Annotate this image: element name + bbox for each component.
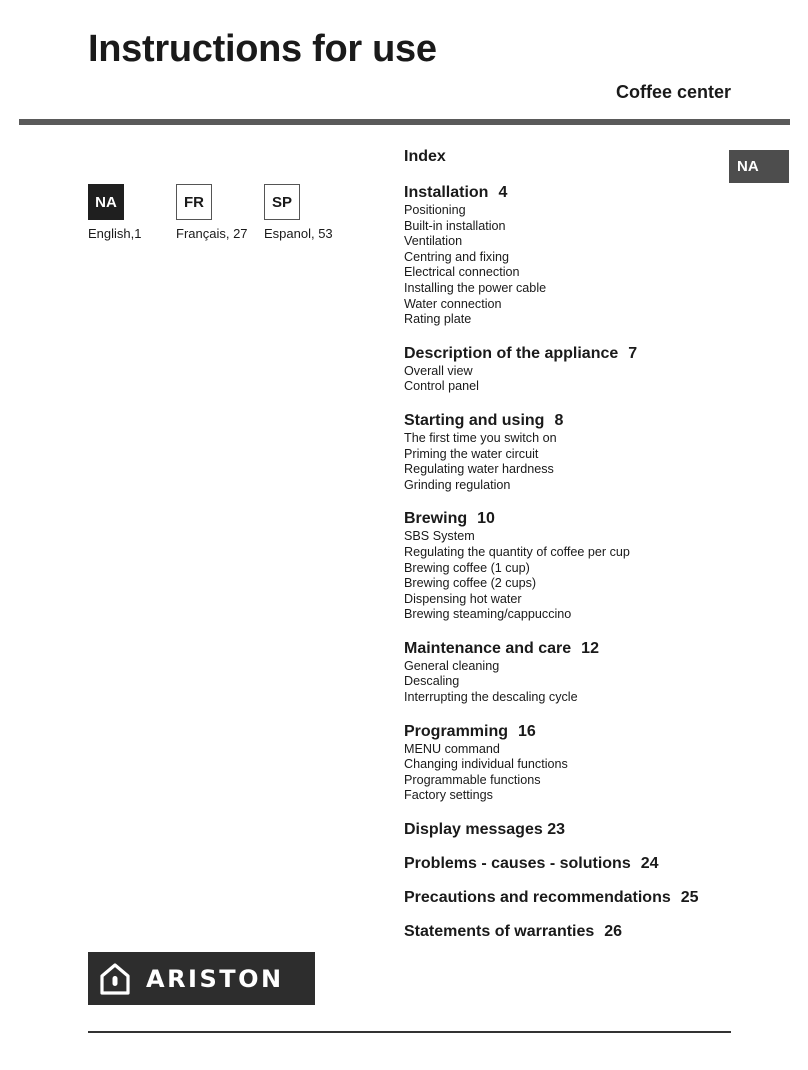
toc-item[interactable]: Descaling <box>404 674 460 689</box>
toc-item[interactable]: Grinding regulation <box>404 477 511 492</box>
ariston-logo <box>88 952 315 1005</box>
toc-heading[interactable]: Precautions and recommendations 25 <box>404 889 699 907</box>
toc-heading[interactable]: Brewing 10 <box>404 510 495 528</box>
toc-item[interactable]: Positioning <box>404 203 466 217</box>
toc-heading[interactable]: Description of the appliance 7 <box>404 344 638 362</box>
toc-heading[interactable]: Maintenance and care 12 <box>404 639 599 657</box>
toc-item[interactable]: Centring and fixing <box>404 249 510 264</box>
toc-heading[interactable]: Display messages 23 <box>404 821 565 839</box>
house-icon <box>98 962 132 996</box>
toc-page-number: 26 <box>604 923 623 941</box>
bottom-divider <box>88 1031 731 1033</box>
toc-page-number: 12 <box>581 639 599 657</box>
toc-section <box>404 639 784 706</box>
toc-item[interactable]: Regulating the quantity of coffee per cup <box>404 544 630 559</box>
toc-item[interactable]: Brewing coffee (2 cups) <box>404 576 537 591</box>
index-toc <box>404 148 784 956</box>
toc-item[interactable]: Brewing coffee (1 cup) <box>404 560 530 575</box>
index-title: Index <box>404 148 446 165</box>
toc-item[interactable]: Installing the power cable <box>404 280 547 295</box>
toc-item[interactable]: MENU command <box>404 741 500 756</box>
toc-page-number: 16 <box>518 722 536 740</box>
toc-section <box>404 888 784 908</box>
toc-heading[interactable]: Starting and using 8 <box>404 411 564 429</box>
toc-item[interactable]: Changing individual functions <box>404 757 568 772</box>
toc-page-number: 4 <box>498 184 508 201</box>
toc-item[interactable]: Control panel <box>404 379 479 394</box>
toc-item[interactable]: Programmable functions <box>404 772 541 787</box>
toc-section <box>404 509 784 623</box>
language-badge-na[interactable]: NA <box>88 184 124 220</box>
toc-heading[interactable]: Programming 16 <box>404 722 536 740</box>
toc-section <box>404 344 784 395</box>
top-divider <box>19 119 790 125</box>
toc-heading[interactable]: Problems - causes - solutions 24 <box>404 855 659 873</box>
language-badge-sp[interactable]: SP <box>264 184 300 220</box>
toc-item[interactable]: Ventilation <box>404 234 463 249</box>
toc-item[interactable]: Interrupting the descaling cycle <box>404 690 578 705</box>
toc-item[interactable]: Dispensing hot water <box>404 591 522 606</box>
toc-item[interactable]: The first time you switch on <box>404 430 557 445</box>
section-tab-na: NA <box>729 150 789 183</box>
toc-page-number: 10 <box>477 510 495 528</box>
toc-page-number: 25 <box>680 889 699 907</box>
toc-item[interactable]: Brewing steaming/cappuccino <box>404 607 572 622</box>
toc-page-number: 24 <box>640 855 659 873</box>
language-caption-english[interactable]: English,1 <box>88 226 142 241</box>
toc-section <box>404 854 784 874</box>
toc-item[interactable]: Electrical connection <box>404 265 520 280</box>
language-caption-spanish[interactable]: Espanol, 53 <box>264 226 333 241</box>
toc-item[interactable]: SBS System <box>404 529 475 544</box>
toc-section <box>404 411 784 493</box>
toc-heading[interactable]: Statements of warranties 26 <box>404 923 623 941</box>
toc-item[interactable]: Overall view <box>404 363 473 378</box>
language-caption-french[interactable]: Français, 27 <box>176 226 248 241</box>
product-subtitle: Coffee center <box>615 82 731 102</box>
language-badge-fr[interactable]: FR <box>176 184 212 220</box>
toc-heading[interactable]: Installation 4 <box>404 184 508 201</box>
toc-item[interactable]: Regulating water hardness <box>404 462 554 477</box>
toc-item[interactable]: Factory settings <box>404 788 493 803</box>
brand-name: ARISTON <box>146 964 284 993</box>
toc-page-number: 8 <box>554 411 564 429</box>
toc-item[interactable]: General cleaning <box>404 658 500 673</box>
toc-page-number: 7 <box>628 344 638 362</box>
toc-section <box>404 922 784 942</box>
page-title: Instructions for use <box>88 28 437 70</box>
toc-section <box>404 722 784 804</box>
toc-item[interactable]: Water connection <box>404 296 502 311</box>
toc-item[interactable]: Rating plate <box>404 312 472 327</box>
toc-section <box>404 820 784 840</box>
toc-item[interactable]: Built-in installation <box>404 218 506 233</box>
toc-section <box>404 183 784 328</box>
toc-item[interactable]: Priming the water circuit <box>404 446 539 461</box>
